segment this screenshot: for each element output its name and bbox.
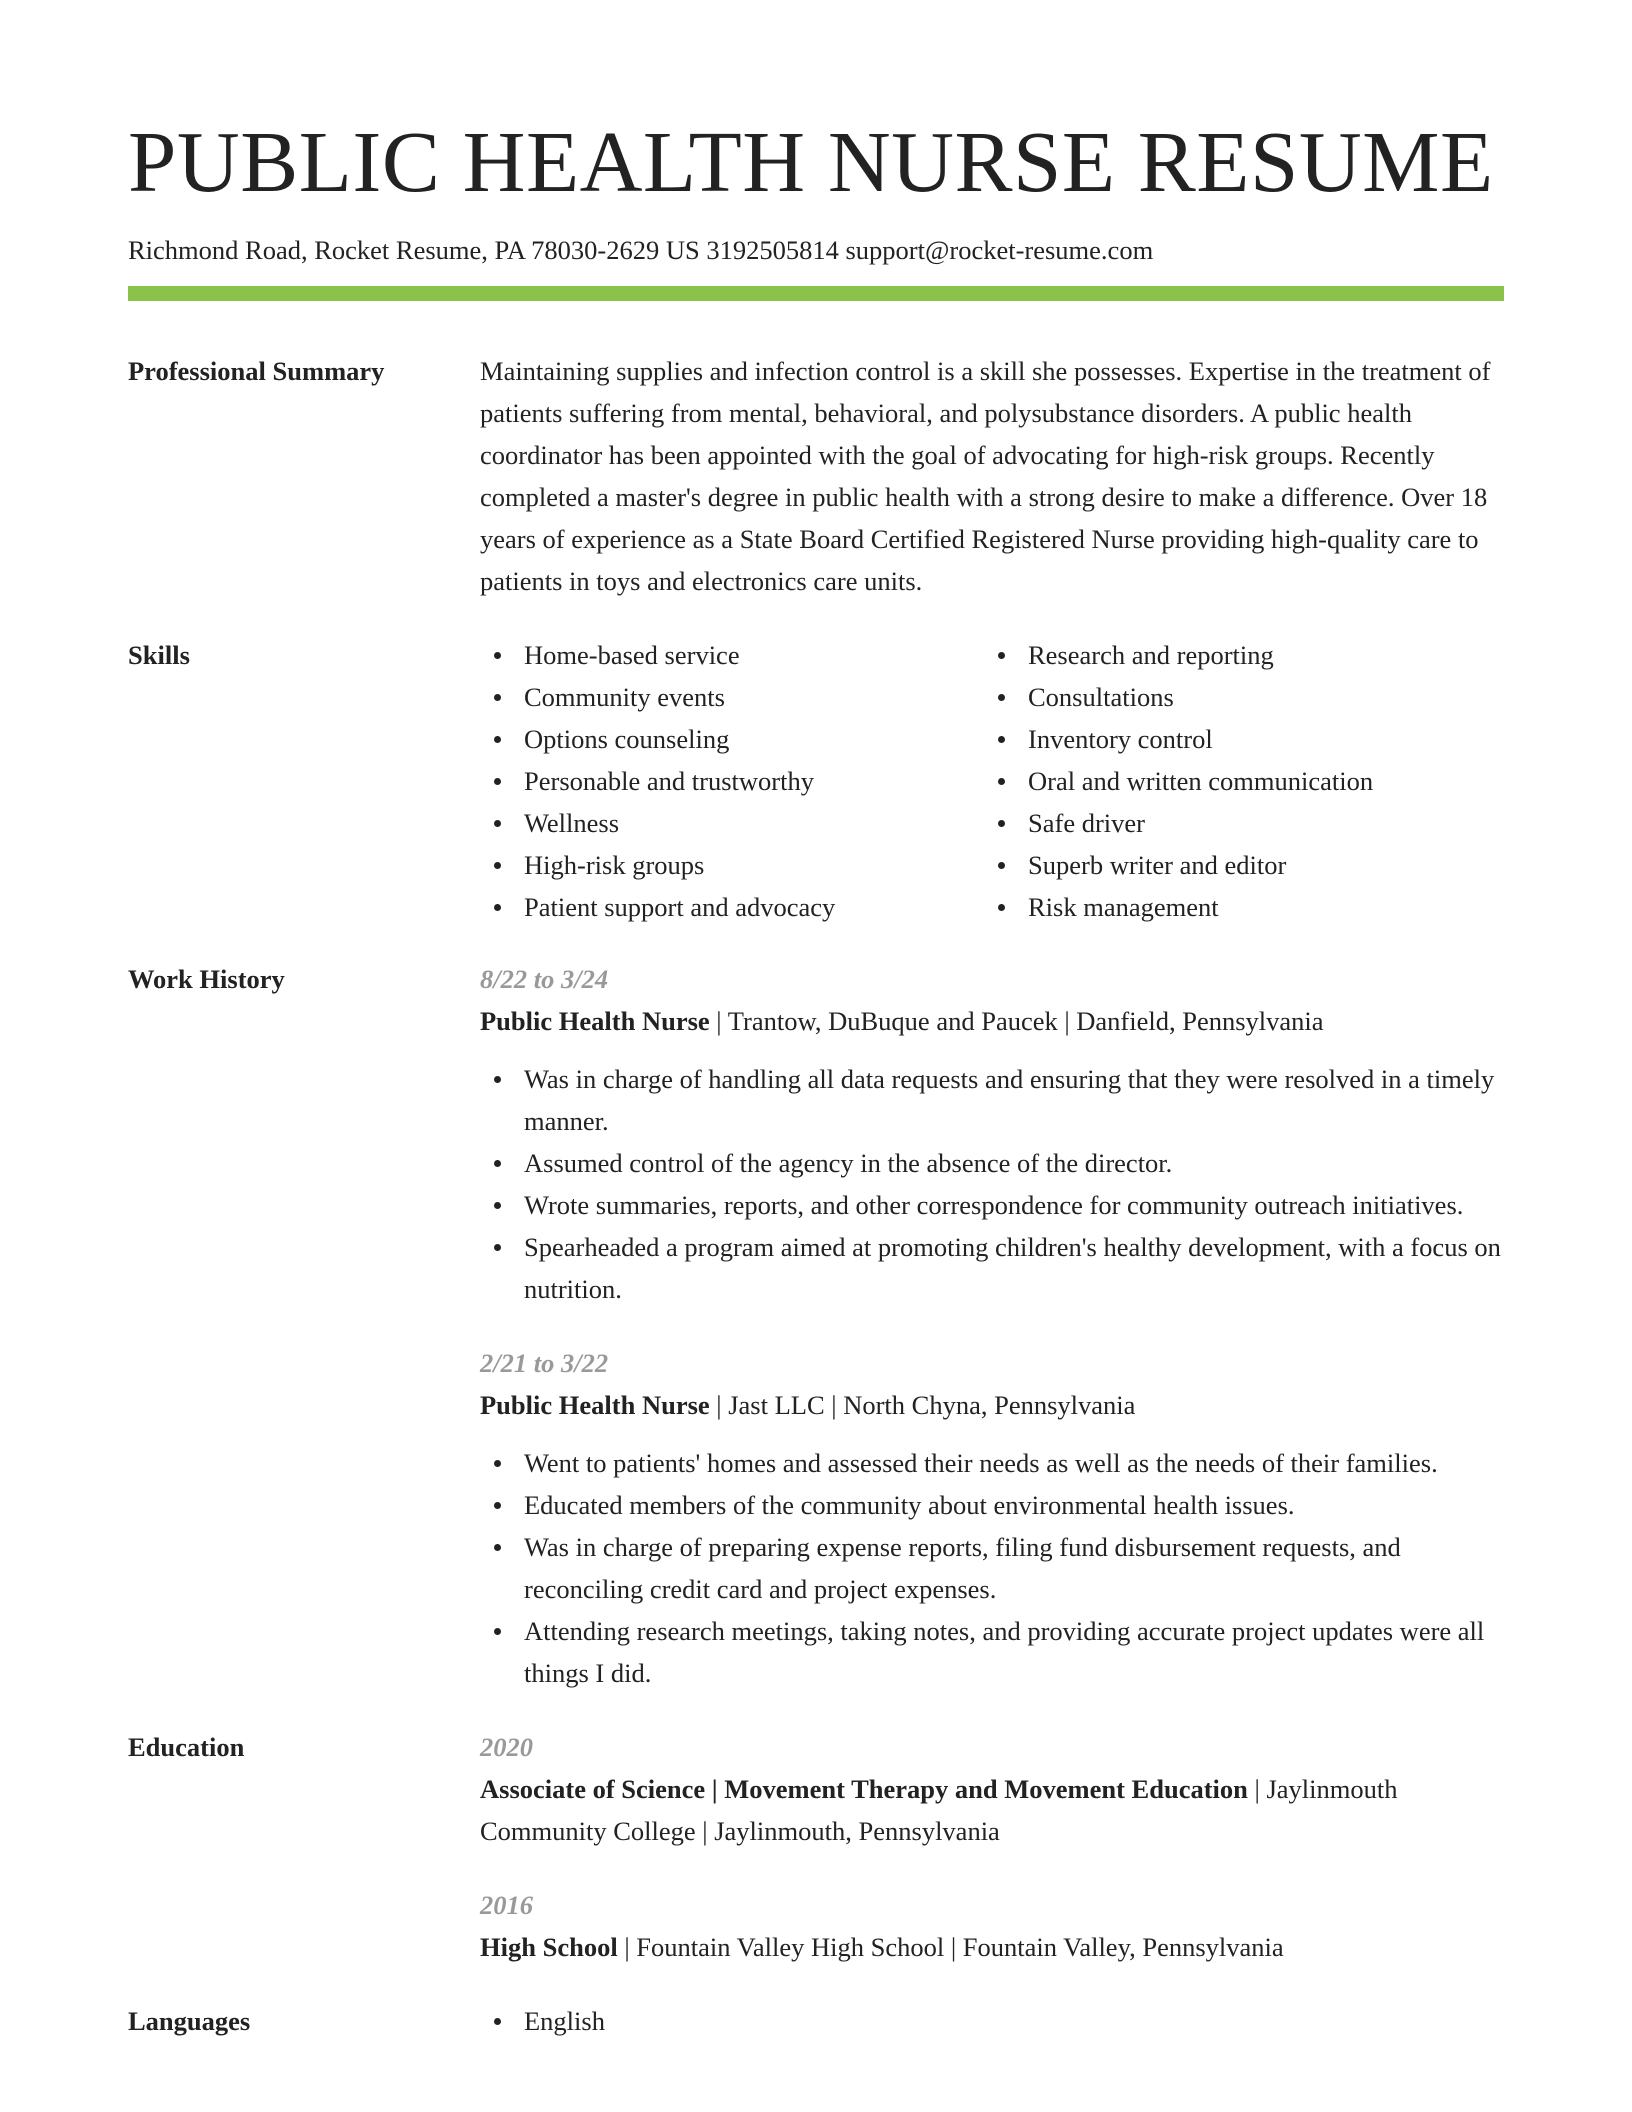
job-duty: Wrote summaries, reports, and other correspondence for community outreach initiatives. xyxy=(480,1184,1504,1226)
education-school-location: | Fountain Valley High School | Fountain Valley, Pennsylvania xyxy=(617,1932,1284,1962)
language-list xyxy=(480,2000,1504,2042)
skills-section xyxy=(128,634,1504,928)
job-employer-location: | Jast LLC | North Chyna, Pennsylvania xyxy=(709,1390,1136,1420)
education-section xyxy=(128,1726,1504,1968)
education-body xyxy=(480,1726,1504,1968)
section-label-work-history: Work History xyxy=(128,964,285,994)
education-heading xyxy=(480,1768,1504,1852)
skill-item: Safe driver xyxy=(984,802,1373,844)
skills-column-right xyxy=(984,634,1373,928)
job-duty: Assumed control of the agency in the absence of the director. xyxy=(480,1142,1504,1184)
skill-item: Personable and trustworthy xyxy=(480,760,984,802)
skill-item: Patient support and advocacy xyxy=(480,886,984,928)
skill-item: Home-based service xyxy=(480,634,984,676)
education-degree: Associate of Science | Movement Therapy and Movement Education xyxy=(480,1774,1248,1804)
education-school-location: | Jaylinmouth Community College | Jaylinmouth, Pennsylvania xyxy=(480,1774,1398,1846)
job-duty: Spearheaded a program aimed at promoting children's healthy development, with a focus on nutrition. xyxy=(480,1226,1504,1310)
education-entry xyxy=(480,1726,1504,1852)
job-duty: Attending research meetings, taking notes, and providing accurate project updates were all things I did. xyxy=(480,1610,1504,1694)
skill-item: High-risk groups xyxy=(480,844,984,886)
work-history-section xyxy=(128,958,1504,1694)
skill-item: Consultations xyxy=(984,676,1373,718)
summary-section xyxy=(128,350,1504,602)
job-duty: Was in charge of handling all data requests and ensuring that they were resolved in a timely manner. xyxy=(480,1058,1504,1142)
skills-body xyxy=(480,634,1504,928)
skill-item: Oral and written communication xyxy=(984,760,1373,802)
job-title: Public Health Nurse xyxy=(480,1390,710,1420)
job-duties xyxy=(480,1442,1504,1694)
summary-body xyxy=(480,350,1504,602)
job-duty: Was in charge of preparing expense reports, filing fund disbursement requests, and reconciling credit card and project expenses. xyxy=(480,1526,1504,1610)
languages-section xyxy=(128,2000,1504,2042)
summary-text: Maintaining supplies and infection control is a skill she possesses. Expertise in the treatment of patients suffering from mental, behavioral, and polysubstance disorders. A public health coordinator has been appointed with the goal of advocating for high-risk groups. Recently completed a master's degree in public health with a strong desire to make a difference. Over 18 years of experience as a State Board Certified Registered Nurse providing high-quality care to patients in toys and electronics care units. xyxy=(480,356,1491,596)
job-heading xyxy=(480,1384,1504,1426)
job-entry xyxy=(480,958,1504,1310)
skills-column-left xyxy=(480,634,984,928)
education-entry xyxy=(480,1884,1504,1968)
skill-item: Research and reporting xyxy=(984,634,1373,676)
job-dates: 8/22 to 3/24 xyxy=(480,964,609,994)
job-duty: Educated members of the community about environmental health issues. xyxy=(480,1484,1504,1526)
contact-line: Richmond Road, Rocket Resume, PA 78030-2629 US 3192505814 support@rocket-resume.com xyxy=(128,235,1154,265)
education-heading xyxy=(480,1926,1504,1968)
education-year: 2020 xyxy=(480,1732,533,1762)
skill-item: Risk management xyxy=(984,886,1373,928)
resume-title: PUBLIC HEALTH NURSE RESUME xyxy=(128,113,1494,210)
job-employer-location: | Trantow, DuBuque and Paucek | Danfield, Pennsylvania xyxy=(709,1006,1324,1036)
skills-columns xyxy=(480,634,1504,928)
section-label-summary: Professional Summary xyxy=(128,356,385,386)
skill-item: Wellness xyxy=(480,802,984,844)
resume-content xyxy=(128,350,1504,2042)
section-label-languages: Languages xyxy=(128,2006,251,2036)
section-label-skills: Skills xyxy=(128,640,190,670)
job-title: Public Health Nurse xyxy=(480,1006,710,1036)
section-label-education: Education xyxy=(128,1732,245,1762)
education-year: 2016 xyxy=(480,1890,533,1920)
languages-body xyxy=(480,2000,1504,2042)
education-degree: High School xyxy=(480,1932,618,1962)
skill-item: Community events xyxy=(480,676,984,718)
job-duties xyxy=(480,1058,1504,1310)
work-history-body xyxy=(480,958,1504,1694)
job-duty: Went to patients' homes and assessed their needs as well as the needs of their families. xyxy=(480,1442,1504,1484)
skill-item: Options counseling xyxy=(480,718,984,760)
job-dates: 2/21 to 3/22 xyxy=(480,1348,609,1378)
accent-divider xyxy=(128,286,1504,301)
job-entry xyxy=(480,1342,1504,1694)
job-heading xyxy=(480,1000,1504,1042)
skill-item: Inventory control xyxy=(984,718,1373,760)
skill-item: Superb writer and editor xyxy=(984,844,1373,886)
language-item: English xyxy=(480,2000,1504,2042)
